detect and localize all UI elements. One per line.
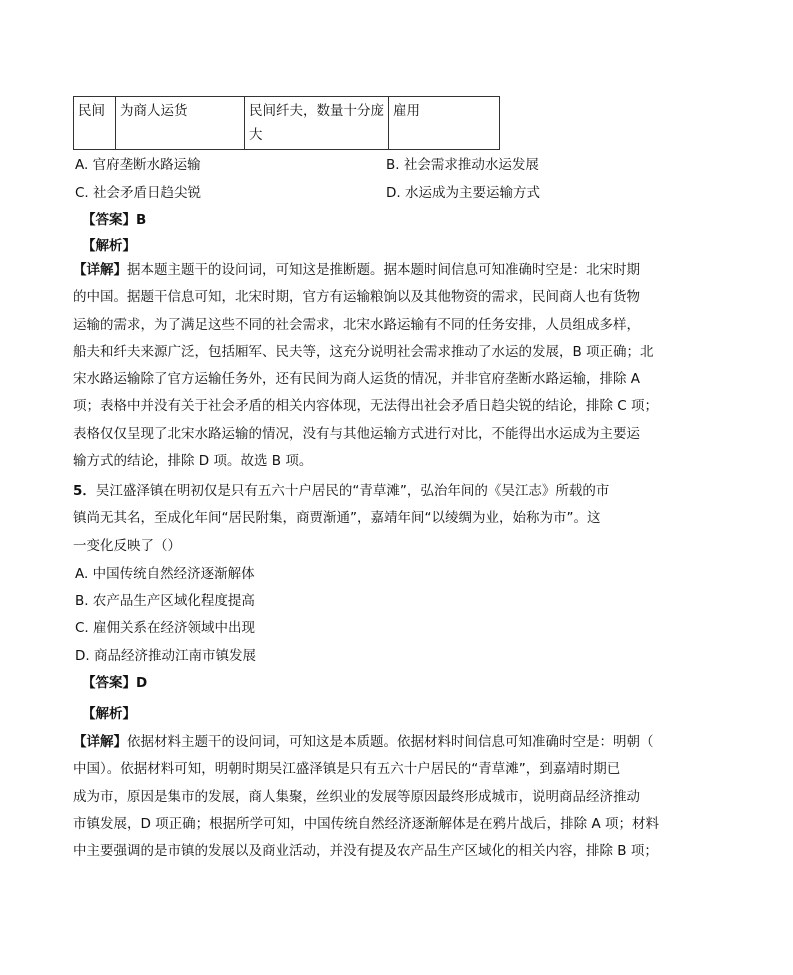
q5-option-c: C. 雇佣关系在经济领域中出现 xyxy=(75,620,256,636)
detail-line: 运输的需求，为了满足这些不同的社会需求，北宋水路运输有不同的任务安排，人员组成多样， xyxy=(73,316,640,333)
table-cell: 为商人运货 xyxy=(116,97,245,150)
detail-line: 的中国。据题干信息可知，北宋时期，官方有运输粮饷以及其他物资的需求，民间商人也有货物 xyxy=(73,289,640,306)
table-cell: 雇用 xyxy=(389,97,500,150)
q5-answer xyxy=(82,674,147,692)
q4-option-a: A. 官府垄断水路运输 xyxy=(75,157,201,173)
q4-answer xyxy=(82,211,146,229)
detail-line: 市镇发展，D 项正确；根据所学可知，中国传统自然经济逐渐解体是在鸦片战后，排除 A 项；材料 xyxy=(73,815,660,832)
table-cell: 民间 xyxy=(74,97,116,150)
q4-option-d: D. 水运成为主要运输方式 xyxy=(386,185,540,201)
question-number: 5． xyxy=(73,483,96,499)
table-cell: 民间纤夫，数量十分庞大 xyxy=(245,97,389,150)
stem-line: 一变化反映了（） xyxy=(73,537,181,554)
q5-option-b: B. 农产品生产区域化程度提高 xyxy=(75,593,255,609)
detail-line: 船夫和纤夫来源广泛，包括厢军、民夫等，这充分说明社会需求推动了水运的发展，B 项正确；北 xyxy=(73,343,654,360)
answer-value: B xyxy=(136,212,147,228)
detail-line: 表格仅仅呈现了北宋水路运输的情况，没有与其他运输方式进行对比，不能得出水运成为主要运 xyxy=(73,425,640,442)
answer-tag: 【答案】 xyxy=(82,675,136,691)
q4-option-b: B. 社会需求推动水运发展 xyxy=(386,157,539,173)
detail-line: 【详解】依据材料主题干的设问词，可知这是本质题。依据材料时间信息可知准确时空是：明朝（ xyxy=(73,734,654,750)
data-table xyxy=(73,96,500,150)
stem-line: 5．吴江盛泽镇在明初仅是只有五六十户居民的“青草滩”，弘治年间的《吴江志》所载的市 xyxy=(73,483,610,499)
q5-analysis-tag: 【解析】 xyxy=(82,706,136,722)
table-row xyxy=(74,97,500,150)
q5-stem xyxy=(73,478,673,560)
detail-line: 中国）。依据材料可知，明朝时期吴江盛泽镇是只有五六十户居民的“青草滩”，到嘉靖时期已 xyxy=(73,761,621,778)
detail-tag: 【详解】 xyxy=(73,734,127,750)
answer-value: D xyxy=(136,675,148,691)
q5-option-d: D. 商品经济推动江南市镇发展 xyxy=(75,648,256,664)
q4-detail xyxy=(73,257,673,475)
detail-line: 中主要强调的是市镇的发展以及商业活动，并没有提及农产品生产区域化的相关内容，排除 B 项； xyxy=(73,843,658,860)
q5-option-a: A. 中国传统自然经济逐渐解体 xyxy=(75,566,255,582)
detail-line: 成为市，原因是集市的发展，商人集聚，丝织业的发展等原因最终形成城市，说明商品经济推动 xyxy=(73,788,640,805)
detail-tag: 【详解】 xyxy=(73,262,127,278)
detail-line: 【详解】据本题主题干的设问词，可知这是推断题。据本题时间信息可知准确时空是：北宋时期 xyxy=(73,262,640,278)
detail-line: 宋水路运输除了官方运输任务外，还有民间为商人运货的情况，并非官府垄断水路运输，排除 A xyxy=(73,371,641,388)
answer-tag: 【答案】 xyxy=(82,212,136,228)
detail-line: 项；表格中并没有关于社会矛盾的相关内容体现，无法得出社会矛盾日趋尖锐的结论，排除 C 项； xyxy=(73,398,659,415)
q5-detail xyxy=(73,729,673,865)
stem-line: 镇尚无其名，至成化年间“居民附集，商贾渐通”，嘉靖年间“以绫绸为业，始称为市”。这 xyxy=(73,510,601,527)
q4-option-c: C. 社会矛盾日趋尖锐 xyxy=(75,185,202,201)
detail-line: 输方式的结论，排除 D 项。故选 B 项。 xyxy=(73,453,313,470)
q4-analysis-tag: 【解析】 xyxy=(82,238,136,254)
